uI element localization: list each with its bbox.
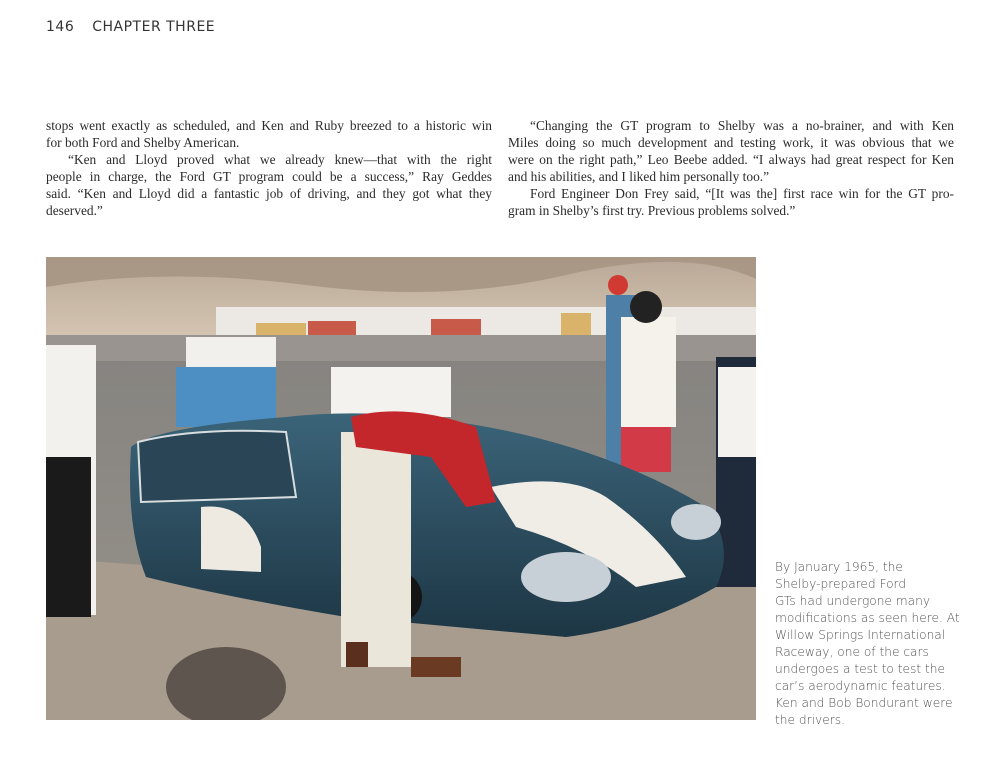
photo-ford-gt-willow-springs (46, 257, 756, 720)
caption-line: By January 1965, the (775, 560, 903, 574)
caption-line: GTs had undergone many (775, 594, 931, 608)
caption-line: Ken and Bob Bondurant were (775, 696, 953, 710)
text-line: “Changing the GT program to Shelby was a no-brainer, and with Ken (530, 118, 954, 133)
text-line: stops went exactly as scheduled, and Ken and Ruby breezed to a historic win (46, 118, 492, 133)
caption-line: modifications as seen here. At (775, 611, 960, 625)
caption-line: the drivers. (775, 713, 845, 727)
text-line: for both Ford and Shelby American. (46, 135, 240, 150)
text-line: Ford Engineer Don Frey said, “[It was the] first race win for the GT pro- (530, 186, 954, 201)
caption-line: Shelby-prepared Ford (775, 577, 907, 591)
page-number: 146 (46, 19, 75, 35)
right-text-column (508, 117, 954, 219)
text-line: deserved.” (46, 203, 103, 218)
running-header (46, 19, 233, 35)
caption-line: Willow Springs International (775, 628, 946, 642)
caption-line: undergoes a test to test the (775, 662, 945, 676)
photo-caption (775, 559, 970, 729)
text-line: people in charge, the Ford GT program could be a success,” Ray Geddes (46, 169, 492, 184)
left-text-column (46, 117, 492, 219)
caption-line: Raceway, one of the cars (775, 645, 929, 659)
text-line: said. “Ken and Lloyd did a fantastic job of driving, and they got what they (46, 186, 492, 201)
caption-line: car’s aerodynamic features. (775, 679, 946, 693)
text-line: Miles doing so much development and testing work, it was obvious that we (508, 135, 954, 150)
text-line: and his abilities, and I liked him personally too.” (508, 169, 770, 184)
chapter-title: CHAPTER THREE (92, 19, 216, 35)
text-line: “Ken and Lloyd proved what we already knew—that with the right (68, 152, 492, 167)
text-line: were on the right path,” Leo Beebe added. “I always had great respect for Ken (508, 152, 954, 167)
text-line: gram in Shelby’s first try. Previous problems solved.” (508, 203, 796, 218)
